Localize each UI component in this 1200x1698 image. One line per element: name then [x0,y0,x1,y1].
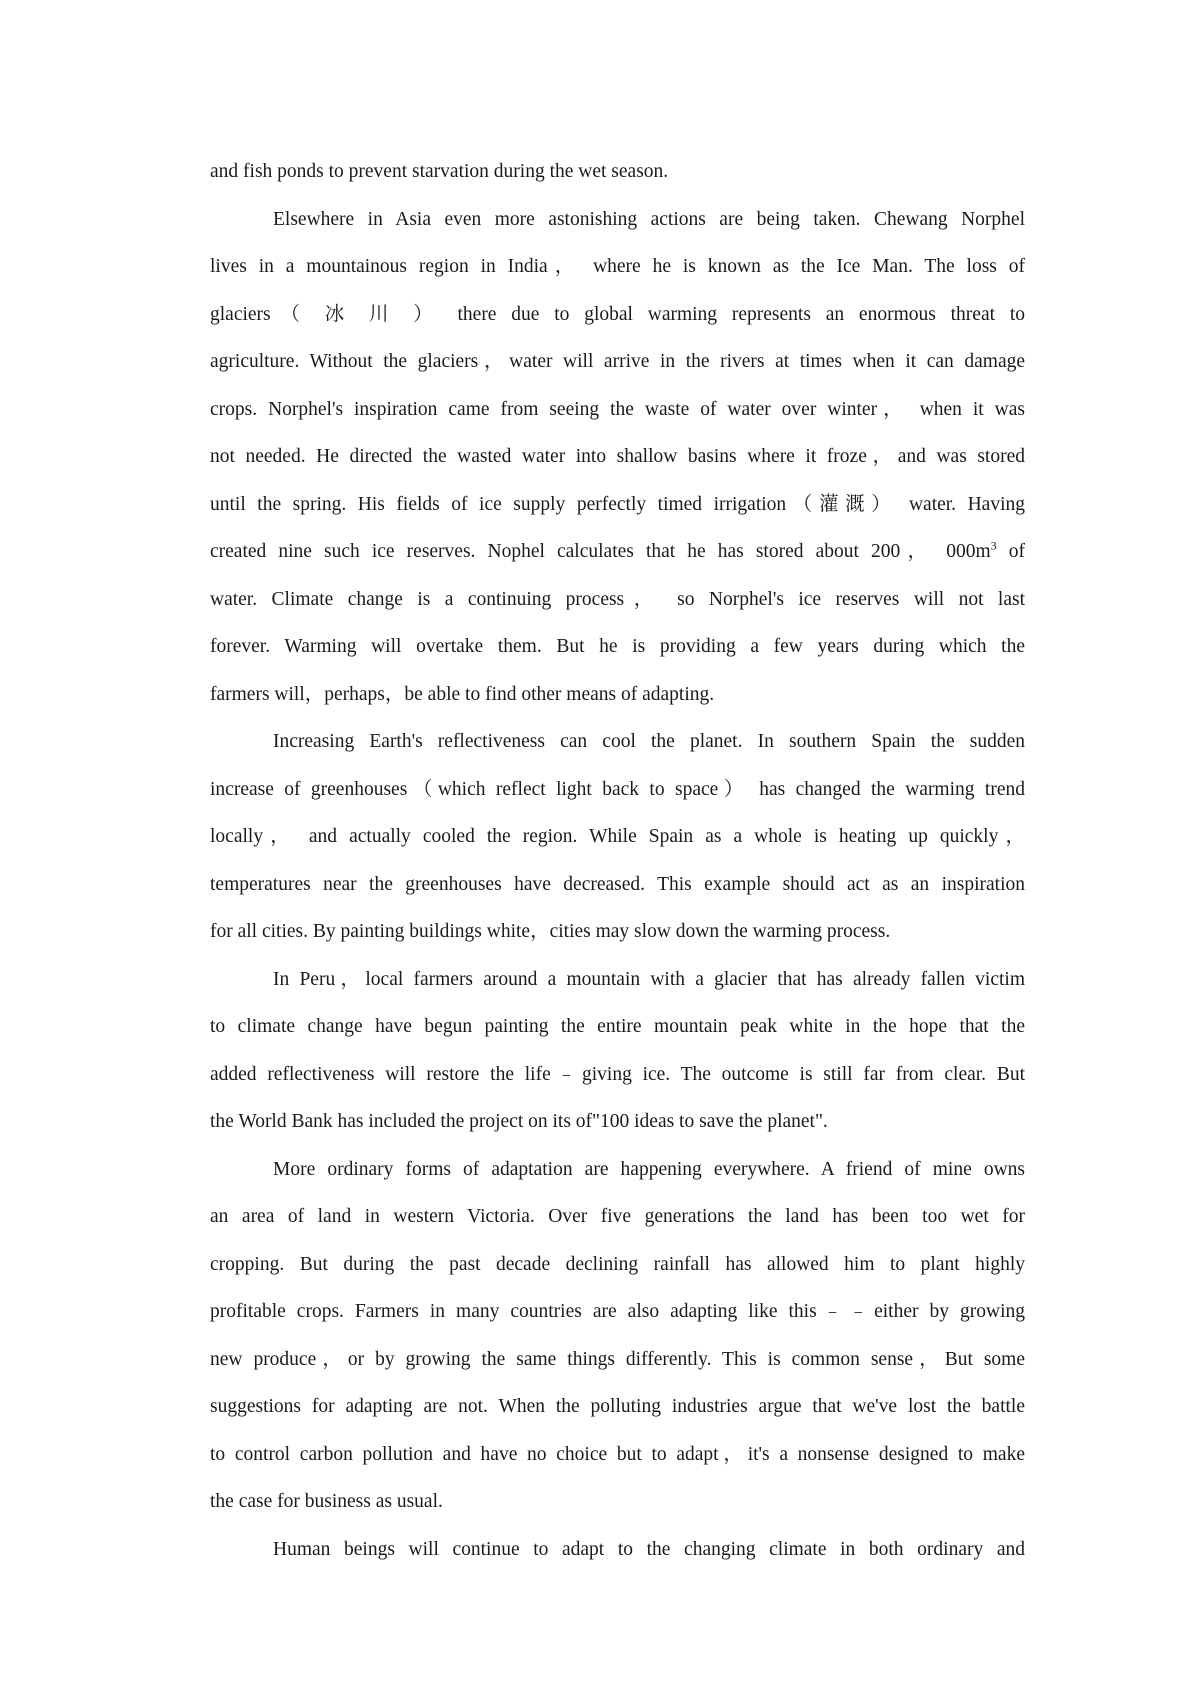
text-line: an area of land in western Victoria. Over five generations the land has been too wet for [210,1206,1025,1227]
text-line: lives in a mountainous region in India， where he is known as the Ice Man. The loss of [210,256,1025,277]
text-line: until the spring. His fields of ice supply perfectly timed irrigation（灌溉） water. Having [210,493,1025,515]
text-line: locally， and actually cooled the region. While Spain as a whole is heating up quickly， [210,826,1025,847]
paragraph-human-beings [210,1526,1025,1574]
text-line: farmers will，perhaps，be able to find other means of adapting. [210,683,715,705]
text-line: Elsewhere in Asia even more astonishing actions are being taken. Chewang Norphel [273,208,1025,230]
text-line: not needed. He directed the wasted water into shallow basins where it froze，and was stored [210,446,1025,467]
text-line: added reflectiveness will restore the life﹣giving ice. The outcome is still far from clear. But [210,1063,1025,1085]
text-line: suggestions for adapting are not. When the polluting industries argue that we've lost the battle [210,1396,1025,1417]
text-line: forever. Warming will overtake them. But he is providing a few years during which the [210,636,1025,657]
text-segment: of [996,541,1026,562]
text-line: water. Climate change is a continuing process， so Norphel's ice reserves will not last [210,588,1025,610]
text-line: glaciers（ 冰 川 ） there due to global warming represents an enormous threat to [210,303,1025,325]
paragraph-continuation [210,148,1025,196]
text-line: Human beings will continue to adapt to the changing climate in both ordinary and [273,1538,1025,1560]
text-line: to control carbon pollution and have no choice but to adapt，it's a nonsense designed to make [210,1443,1025,1465]
text-line-with-superscript [210,528,1025,576]
text-line: agriculture. Without the glaciers，water will arrive in the rivers at times when it can damage [210,351,1025,372]
paragraph-reflectiveness [210,718,1025,956]
text-line: the World Bank has included the project on its of"100 ideas to save the planet". [210,1111,828,1132]
text-line: for all cities. By painting buildings white，cities may slow down the warming process. [210,921,891,942]
paragraph-peru [210,956,1025,1146]
text-line: new produce，or by growing the same things differently. This is common sense，But some [210,1348,1025,1370]
text-line: crops. Norphel's inspiration came from seeing the waste of water over winter， when it was [210,398,1025,420]
article-body [210,148,1025,1573]
text-line: profitable crops. Farmers in many countries are also adapting like this﹣﹣either by growing [210,1301,1025,1322]
text-line: increase of greenhouses（which reflect light back to space） has changed the warming trend [210,778,1025,800]
text-line: temperatures near the greenhouses have decreased. This example should act as an inspiration [210,873,1025,895]
text-segment: created nine such ice reserves. Nophel calculates that he has stored about 200， 000m [210,541,991,562]
paragraph-ice-man [210,196,1025,719]
paragraph-ordinary-adaptation [210,1146,1025,1526]
text-line: In Peru，local farmers around a mountain with a glacier that has already fallen victim [273,968,1025,990]
text-line: the case for business as usual. [210,1491,443,1512]
text-line: and fish ponds to prevent starvation during the wet season. [210,161,669,182]
superscript: 3 [990,538,997,553]
text-line: More ordinary forms of adaptation are happening everywhere. A friend of mine owns [273,1158,1025,1180]
text-line: to climate change have begun painting the entire mountain peak white in the hope that the [210,1016,1025,1037]
text-line: Increasing Earth's reflectiveness can cool the planet. In southern Spain the sudden [273,731,1025,752]
text-line: cropping. But during the past decade declining rainfall has allowed him to plant highly [210,1253,1025,1275]
